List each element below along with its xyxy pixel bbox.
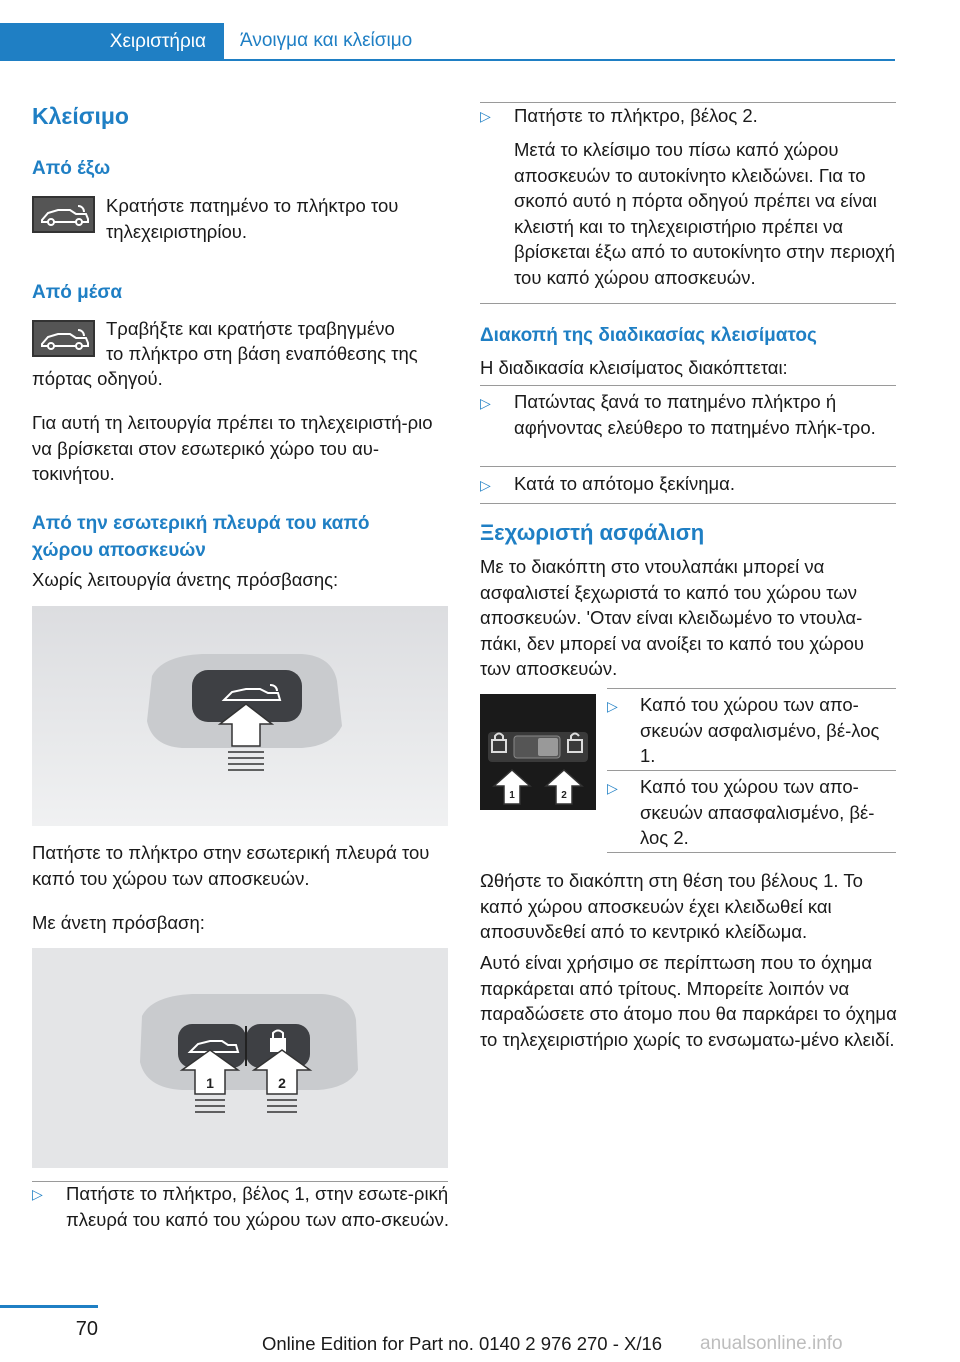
- switch-bullet-2: Καπό του χώρου των απο-σκευών απασφαλισμένο, βέ-λος 2.: [640, 776, 875, 848]
- bullet-press-2-text: Μετά το κλείσιμο του πίσω καπό χώρου αποσκευών το αυτοκίνητο κλειδώνει. Για το σκοπό αυτό η πόρτα οδηγού πρέπει να είναι κλειστή και το τηλεχειριστήριο πρέπει να βρίσκεται έξω από το αυτοκίνητο στην περιοχή του καπό χώρου αποσκευών.: [514, 139, 896, 288]
- header-chapter-tab[interactable]: Άνοιγμα και κλείσιμο: [224, 23, 895, 61]
- bullet-icon: ▷: [480, 395, 491, 411]
- interrupt-text: Η διαδικασία κλεισίματος διακόπτεται:: [480, 357, 788, 378]
- section-title-closing: Κλείσιμο: [32, 103, 129, 129]
- separator: [607, 852, 896, 853]
- with-comfort-text: Με άνετη πρόσβαση:: [32, 912, 205, 933]
- inside-text-b: το πλήκτρο στη βάση εναπόθεσης της: [106, 343, 418, 364]
- heading-trunk-inside: Από την εσωτερική πλευρά του καπό χώρου αποσκευών: [32, 513, 370, 561]
- heading-outside: Από έξω: [32, 158, 111, 179]
- useful-text: Αυτό είναι χρήσιμο σε περίπτωση που το όχημα παρκάρεται από τρίτους. Μπορείτε λοιπόν να παραδώσετε στο άτομο που θα παρκάρει το όχημα το τηλεχειριστήριο χωρίς το ενσωματω-μένο κλειδί.: [480, 952, 897, 1050]
- bullet-press-1: Πατήστε το πλήκτρο, βέλος 1, στην εσωτε-ρική πλευρά του καπό του χώρου των απο-σκευών.: [66, 1183, 449, 1230]
- inside-text-c: πόρτας οδηγού.: [32, 368, 163, 389]
- no-comfort-text: Χωρίς λειτουργία άνετης πρόσβασης:: [32, 569, 339, 590]
- arrow-label-2: 2: [278, 1075, 286, 1091]
- arrow-label-1: 1: [206, 1075, 214, 1091]
- push-switch-text: Ωθήστε το διακόπτη στη θέση του βέλους 1. Το καπό χώρου αποσκευών έχει κλειδωθεί και αποσυνδεθεί από το κεντρικό κλείδωμα.: [480, 870, 863, 942]
- page-number: 70: [75, 1318, 98, 1340]
- heading-inside: Από μέσα: [32, 282, 123, 303]
- switch-arrow-label-1: 1: [509, 790, 515, 801]
- separator: [480, 303, 896, 304]
- switch-arrow-label-2: 2: [561, 790, 567, 801]
- trunk-key-icon: [32, 196, 95, 233]
- separator: [480, 466, 896, 467]
- separate-text: Με το διακόπτη στο ντουλαπάκι μπορεί να ασφαλιστεί ξεχωριστά το καπό του χώρου των αποσκευών. 'Οταν είναι κλειδωμένο το ντουλα-πάκι, δεν μπορεί να ανοίξει το καπό του χώρου των αποσκευών.: [480, 556, 865, 679]
- footer-accent-line: [0, 1305, 98, 1308]
- trunk-button-photo: [32, 606, 448, 826]
- separator: [607, 688, 896, 689]
- interrupt-bullet-2: Κατά το απότομο ξεκίνημα.: [514, 473, 735, 494]
- outside-text: Κρατήστε πατημένο το πλήκτρο του τηλεχειριστηρίου.: [106, 195, 399, 242]
- header-section-tab[interactable]: Χειριστήρια: [0, 23, 224, 61]
- trunk-two-buttons-photo: [32, 948, 448, 1168]
- interrupt-bullet-1: Πατώντας ξανά το πατημένο πλήκτρο ή αφήνοντας ελεύθερο το πατημένο πλήκ-τρο.: [514, 391, 876, 438]
- press-inside-text: Πατήστε το πλήκτρο στην εσωτερική πλευρά του καπό του χώρου των αποσκευών.: [32, 842, 430, 889]
- bullet-icon: ▷: [480, 477, 491, 493]
- edition-text: Online Edition for Part no. 0140 2 976 270 - X/16: [262, 1333, 663, 1354]
- separator: [480, 385, 896, 386]
- watermark-text: anualsonline.info: [700, 1333, 843, 1354]
- bullet-icon: ▷: [32, 1186, 43, 1202]
- switch-bullet-1: Καπό του χώρου των απο-σκευών ασφαλισμένο, βέ-λος 1.: [640, 694, 880, 766]
- bullet-icon: ▷: [480, 108, 491, 124]
- heading-separate-lock: Ξεχωριστή ασφάλιση: [480, 520, 705, 545]
- remote-note: Για αυτή τη λειτουργία πρέπει το τηλεχειριστή-ριο να βρίσκεται στον εσωτερικό χώρο του αυ-τοκινήτου.: [32, 412, 433, 484]
- bullet-icon: ▷: [607, 780, 618, 796]
- heading-interrupt: Διακοπή της διαδικασίας κλεισίματος: [480, 325, 817, 346]
- bullet-press-2-title: Πατήστε το πλήκτρο, βέλος 2.: [514, 105, 758, 126]
- separator: [607, 770, 896, 771]
- glovebox-switch-photo: [480, 694, 596, 810]
- separator: [480, 503, 896, 504]
- inside-text-a: Τραβήξτε και κρατήστε τραβηγμένο: [106, 318, 395, 339]
- bullet-icon: ▷: [607, 698, 618, 714]
- trunk-key-icon-inside: [32, 320, 95, 357]
